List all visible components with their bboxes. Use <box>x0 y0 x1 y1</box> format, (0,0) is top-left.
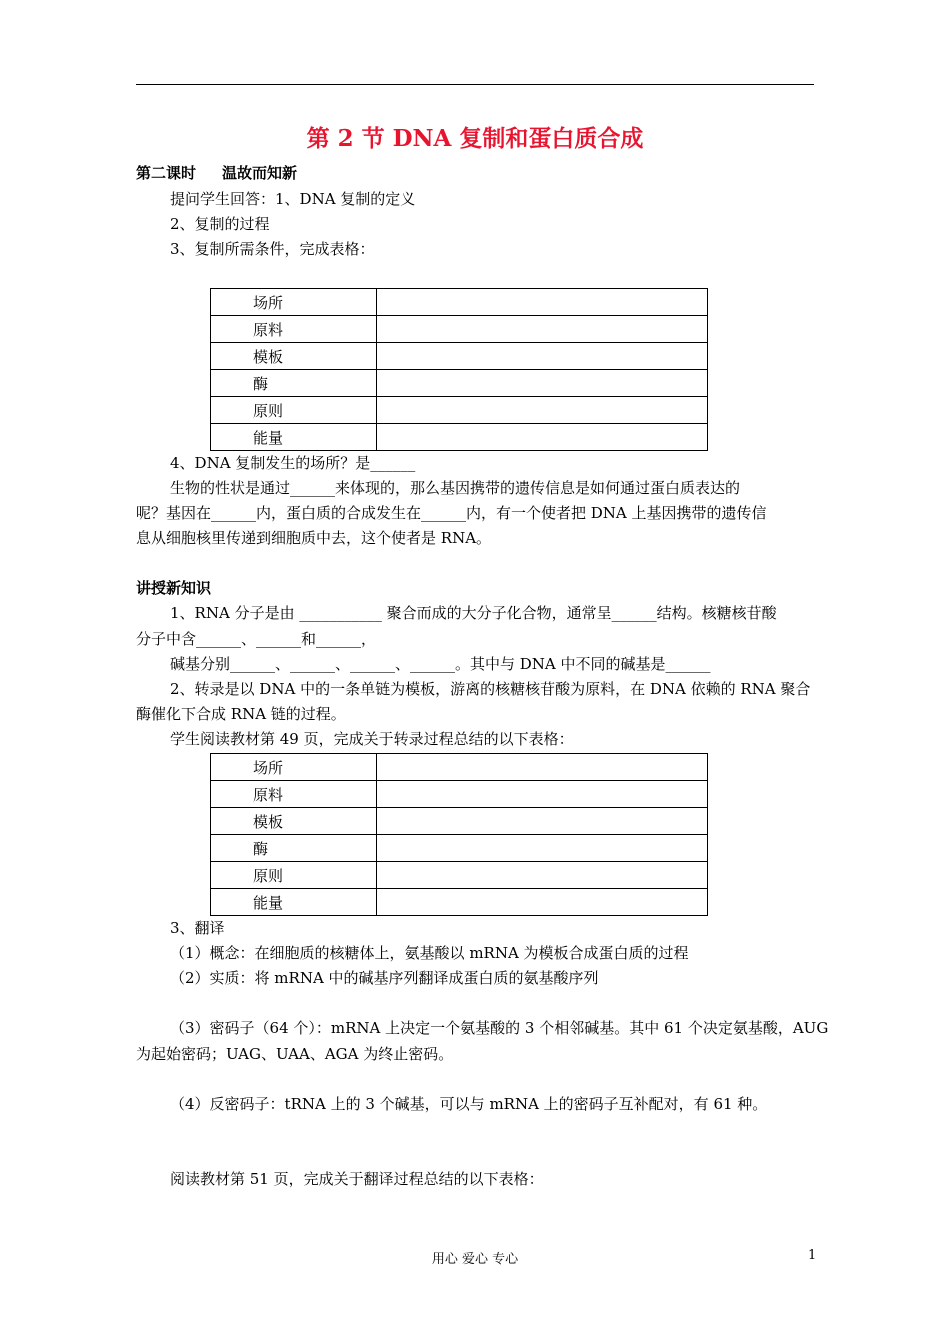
transcription-read: 学生阅读教材第 49 页，完成关于转录过程总结的以下表格： <box>170 730 574 748</box>
review-q1: 提问学生回答：1、DNA 复制的定义 <box>170 190 416 208</box>
table-row <box>211 754 708 781</box>
table-blank-cell[interactable] <box>377 424 708 451</box>
table-row <box>211 862 708 889</box>
table-row <box>211 781 708 808</box>
review-q4: 4、DNA 复制发生的场所？是______ <box>170 454 416 472</box>
table-row <box>211 397 708 424</box>
transcription-table <box>210 753 708 916</box>
table-label: 能量 <box>211 424 377 451</box>
translation-concept: （1）概念：在细胞质的核糖体上，氨基酸以 mRNA 为模板合成蛋白质的过程 <box>170 944 689 962</box>
footer-text: 用心 爱心 专心 <box>431 1252 519 1267</box>
table-blank-cell[interactable] <box>377 808 708 835</box>
lesson-heading <box>136 162 297 183</box>
table-blank-cell[interactable] <box>377 289 708 316</box>
table-row <box>211 808 708 835</box>
page-number: 1 <box>808 1248 817 1263</box>
table-label: 场所 <box>211 754 377 781</box>
table-row <box>211 835 708 862</box>
table-blank-cell[interactable] <box>377 835 708 862</box>
translation-essence: （2）实质：将 mRNA 中的碱基序列翻译成蛋白质的氨基酸序列 <box>170 969 599 987</box>
table-label: 能量 <box>211 889 377 916</box>
section-heading: 讲授新知识 <box>136 579 212 597</box>
codon-line2: 为起始密码；UAG、UAA、AGA 为终止密码。 <box>136 1045 454 1063</box>
review-para-line3: 息从细胞核里传递到细胞质中去，这个使者是 RNA。 <box>136 529 492 547</box>
review-para-line1: 生物的性状是通过______来体现的，那么基因携带的遗传信息是如何通过蛋白质表达的 <box>170 479 741 497</box>
page-title: 第 2 节 DNA 复制和蛋白质合成 <box>306 125 644 152</box>
header-rule <box>136 84 814 85</box>
translation-read: 阅读教材第 51 页，完成关于翻译过程总结的以下表格： <box>170 1170 544 1188</box>
lesson-heading-left: 第二课时 <box>136 164 197 182</box>
rna-para-line3: 碱基分别______、______、______、______。其中与 DNA 中不同的碱基是______ <box>170 655 711 673</box>
table-blank-cell[interactable] <box>377 889 708 916</box>
table-row <box>211 424 708 451</box>
table-label: 酶 <box>211 835 377 862</box>
table-blank-cell[interactable] <box>377 370 708 397</box>
table-row <box>211 289 708 316</box>
review-para-line2: 呢？基因在______内，蛋白质的合成发生在______内，有一个使者把 DNA 上基因携带的遗传信 <box>136 504 767 522</box>
lesson-heading-right: 温故而知新 <box>222 164 298 182</box>
table-label: 模板 <box>211 343 377 370</box>
table-label: 场所 <box>211 289 377 316</box>
table-row <box>211 889 708 916</box>
table-label: 原则 <box>211 397 377 424</box>
transcription-line2: 酶催化下合成 RNA 链的过程。 <box>136 705 346 723</box>
translation-heading: 3、翻译 <box>170 919 225 937</box>
table-blank-cell[interactable] <box>377 316 708 343</box>
table-blank-cell[interactable] <box>377 343 708 370</box>
rna-para-line1: 1、RNA 分子是由 ___________ 聚合而成的大分子化合物，通常呈______结构。核糖核苷酸 <box>170 604 777 622</box>
table-blank-cell[interactable] <box>377 397 708 424</box>
table-label: 原料 <box>211 781 377 808</box>
table-row <box>211 343 708 370</box>
replication-table <box>210 288 708 451</box>
review-q2: 2、复制的过程 <box>170 215 270 233</box>
table-label: 酶 <box>211 370 377 397</box>
table-label: 模板 <box>211 808 377 835</box>
transcription-line1: 2、转录是以 DNA 中的一条单链为模板，游离的核糖核苷酸为原料，在 DNA 依赖的 RNA 聚合 <box>170 680 811 698</box>
codon-line1: （3）密码子（64 个）：mRNA 上决定一个氨基酸的 3 个相邻碱基。其中 61 个决定氨基酸，AUG <box>170 1019 829 1037</box>
table-blank-cell[interactable] <box>377 862 708 889</box>
table-row <box>211 316 708 343</box>
table-blank-cell[interactable] <box>377 754 708 781</box>
anticodon-line: （4）反密码子：tRNA 上的 3 个碱基，可以与 mRNA 上的密码子互补配对，有 61 种。 <box>170 1095 768 1113</box>
table-label: 原则 <box>211 862 377 889</box>
table-row <box>211 370 708 397</box>
review-q3: 3、复制所需条件，完成表格： <box>170 240 375 258</box>
table-label: 原料 <box>211 316 377 343</box>
rna-para-line2: 分子中含______、______和______， <box>136 630 377 648</box>
table-blank-cell[interactable] <box>377 781 708 808</box>
